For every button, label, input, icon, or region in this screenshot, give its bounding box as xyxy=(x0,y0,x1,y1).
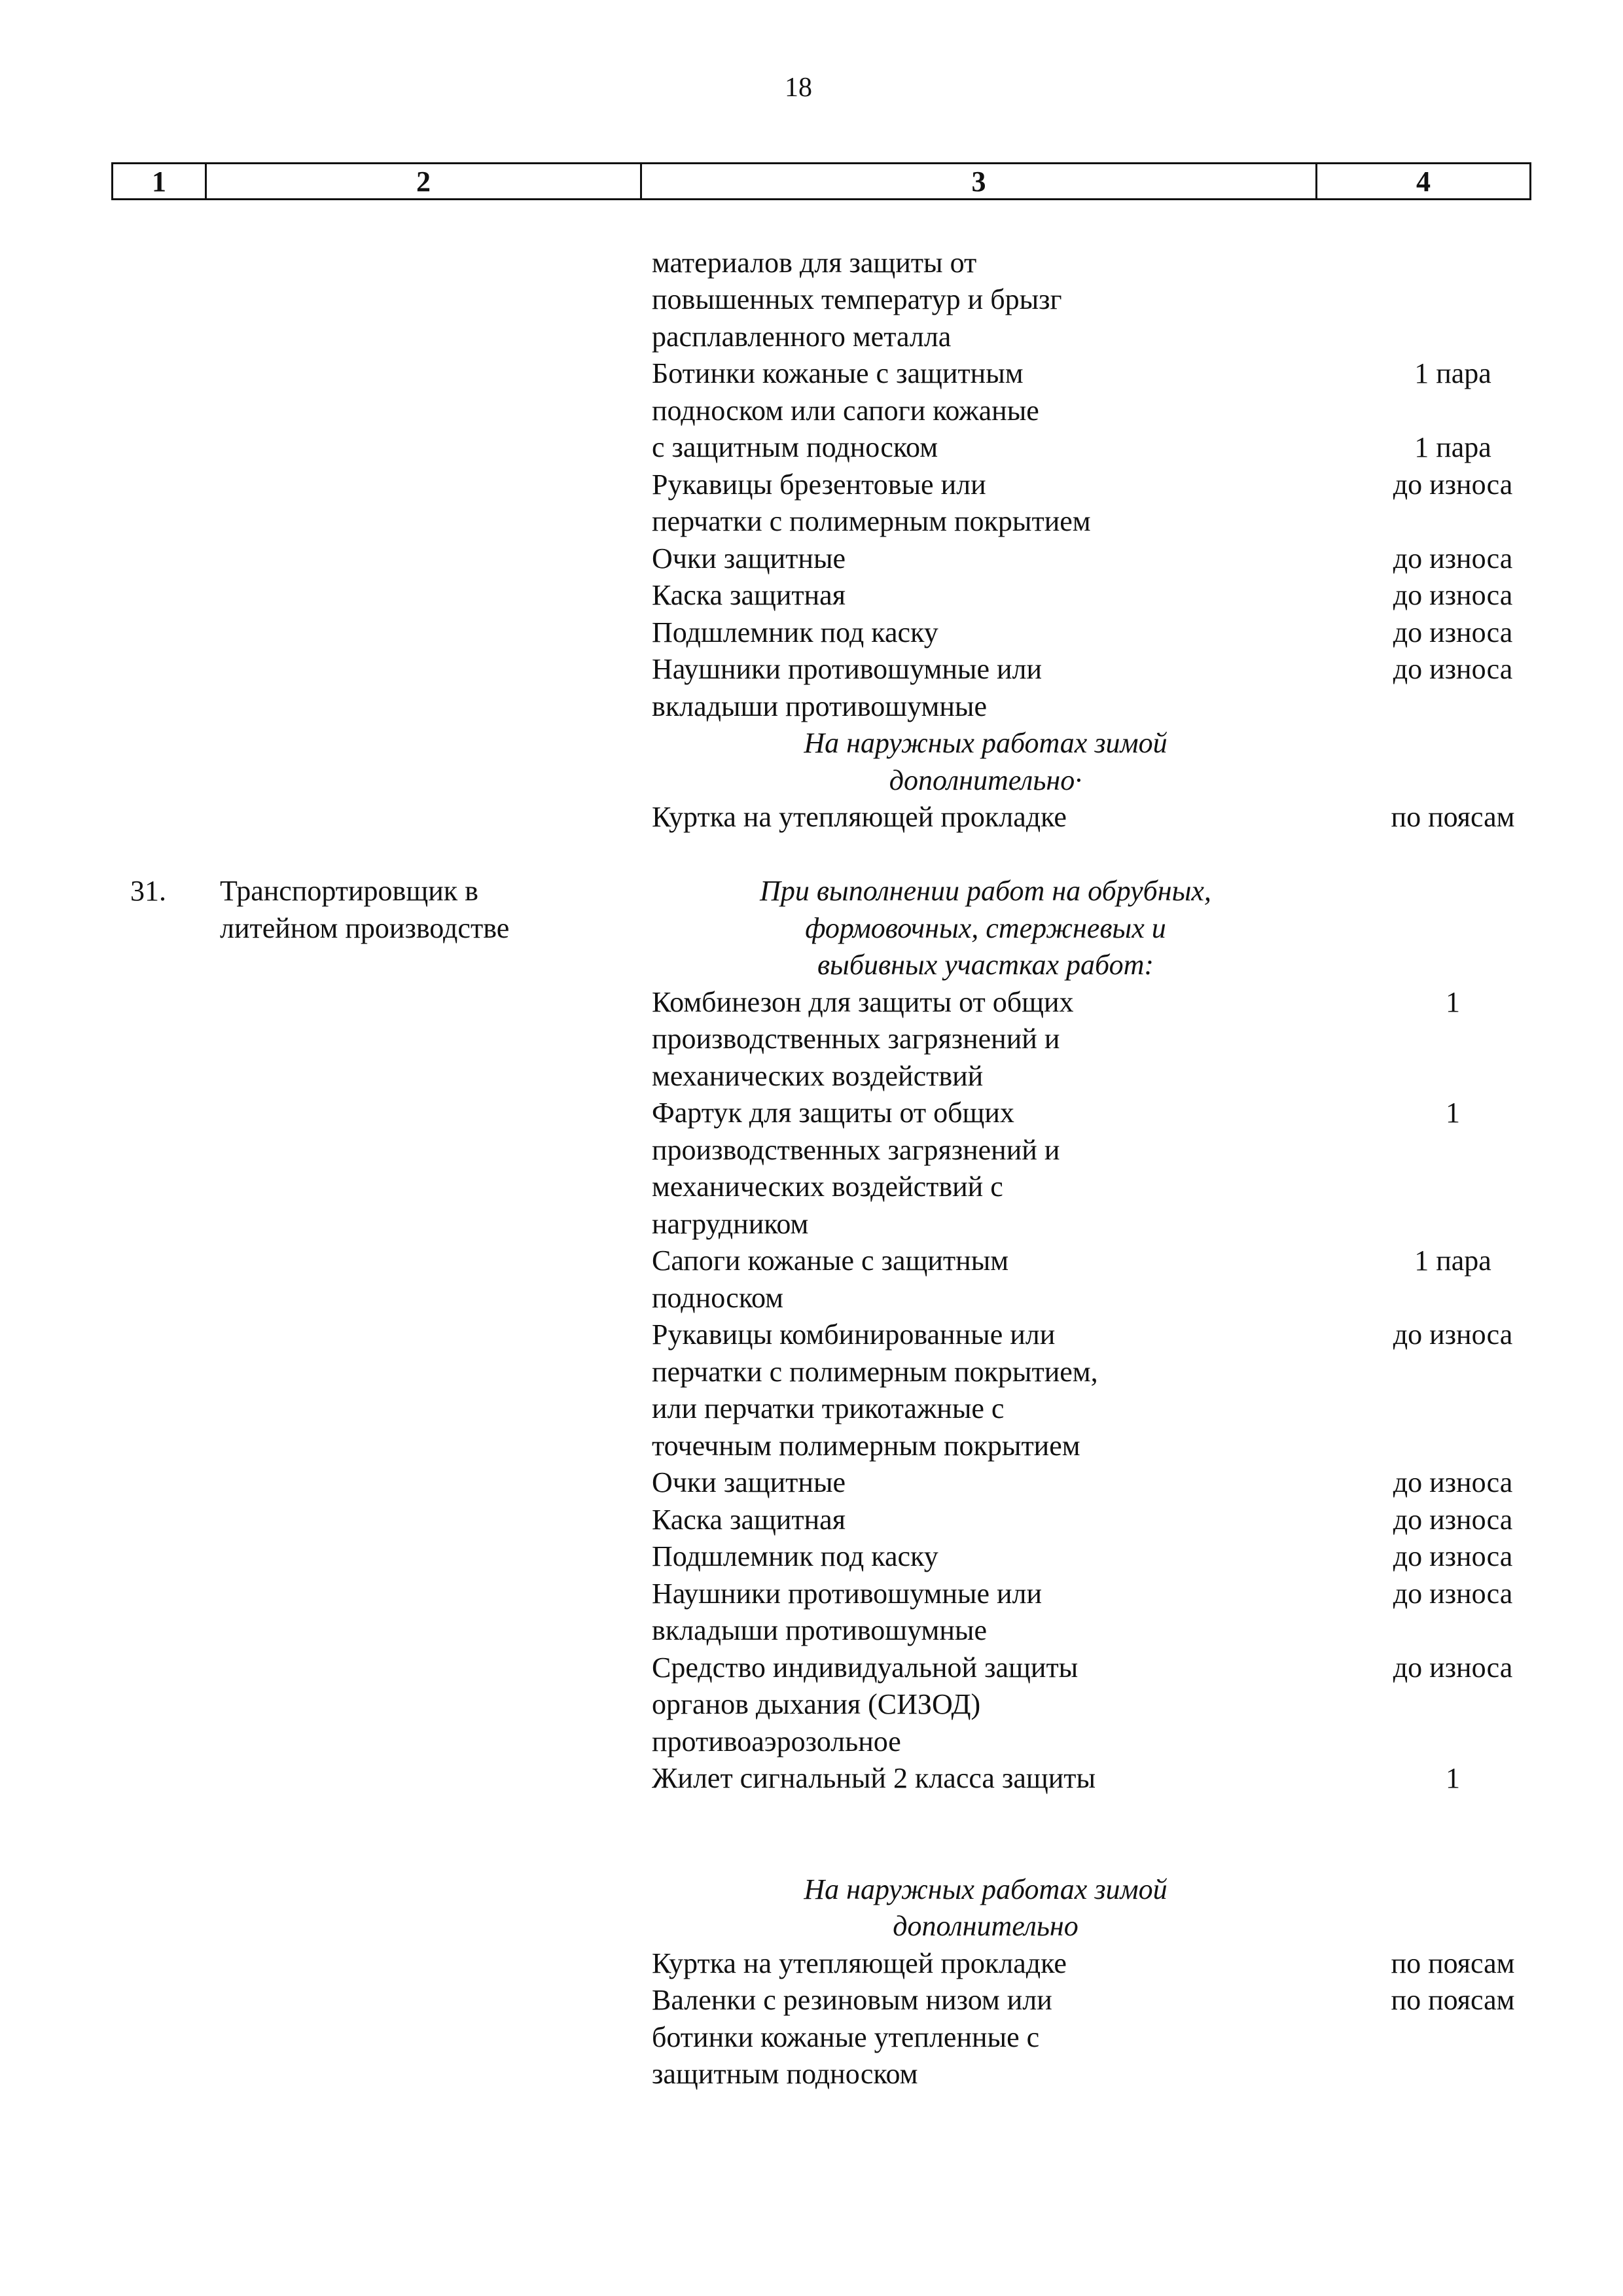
desc-line: Ботинки кожаные с защитным xyxy=(652,357,1024,389)
desc-line: противоаэрозольное xyxy=(652,1725,901,1757)
desc-line: Рукавицы брезентовые или xyxy=(652,468,986,501)
desc-line: органов дыхания (СИЗОД) xyxy=(652,1688,981,1720)
qty-cell: до износа xyxy=(1393,653,1513,685)
desc-line: Каска защитная xyxy=(652,579,846,611)
condition-heading: выбивных участках работ: xyxy=(817,949,1154,981)
desc-line: точечным полимерным покрытием xyxy=(652,1430,1080,1462)
desc-line: Куртка на утепляющей прокладке xyxy=(652,801,1067,833)
qty-cell: до износа xyxy=(1393,579,1513,611)
item-number: 31. xyxy=(130,875,166,907)
header-col-4: 4 xyxy=(1416,165,1431,198)
desc-line: Рукавицы комбинированные или xyxy=(652,1318,1056,1351)
winter-heading: дополнительно xyxy=(893,1910,1079,1942)
desc-line: Средство индивидуальной защиты xyxy=(652,1651,1079,1684)
condition-heading: При выполнении работ на обрубных, xyxy=(760,875,1211,907)
desc-line: Куртка на утепляющей прокладке xyxy=(652,1947,1067,1979)
desc-line: ботинки кожаные утепленные с xyxy=(652,2021,1040,2053)
qty-cell: до износа xyxy=(1393,1578,1513,1610)
qty-cell: до износа xyxy=(1393,1504,1513,1536)
qty-cell: до износа xyxy=(1393,1651,1513,1684)
header-col-1: 1 xyxy=(113,164,207,198)
qty-cell: до износа xyxy=(1393,1466,1513,1498)
qty-cell: до износа xyxy=(1393,468,1513,501)
desc-line: повышенных температур и брызг xyxy=(652,283,1062,315)
desc-line: или перчатки трикотажные с xyxy=(652,1392,1005,1424)
winter-heading: На наружных работах зимой xyxy=(804,727,1168,759)
desc-line: защитным подноском xyxy=(652,2058,918,2090)
desc-line: вкладыши противошумные xyxy=(652,690,988,722)
desc-line: перчатки с полимерным покрытием xyxy=(652,505,1091,537)
profession-line: Транспортировщик в xyxy=(220,875,478,907)
qty-cell: по поясам xyxy=(1391,801,1515,833)
desc-line: с защитным подноском xyxy=(652,431,938,463)
desc-line: производственных загрязнений и xyxy=(652,1134,1060,1166)
desc-line: Подшлемник под каску xyxy=(652,616,938,648)
desc-line: расплавленного металла xyxy=(652,321,952,353)
desc-line: Жилет сигнальный 2 класса защиты xyxy=(652,1762,1096,1794)
desc-line: вкладыши противошумные xyxy=(652,1614,988,1646)
desc-line: материалов для защиты от xyxy=(652,247,977,279)
desc-line: Каска защитная xyxy=(652,1504,846,1536)
qty-cell: до износа xyxy=(1393,542,1513,574)
desc-line: Комбинезон для защиты от общих xyxy=(652,986,1074,1018)
header-col-2: 2 xyxy=(207,164,642,198)
qty-cell: 1 xyxy=(1446,1762,1460,1794)
desc-line: механических воздействий с xyxy=(652,1171,1003,1203)
qty-cell: 1 пара xyxy=(1414,1245,1491,1277)
qty-cell: до износа xyxy=(1393,616,1513,648)
condition-heading: формовочных, стержневых и xyxy=(805,912,1166,944)
winter-heading: дополнительно· xyxy=(889,764,1082,796)
qty-cell: по поясам xyxy=(1391,1947,1515,1979)
qty-cell: 1 xyxy=(1446,1097,1460,1129)
desc-line: механических воздействий xyxy=(652,1060,984,1092)
profession-line: литейном производстве xyxy=(220,912,510,944)
desc-line: подноском xyxy=(652,1282,783,1314)
qty-cell: до износа xyxy=(1393,1540,1513,1572)
qty-cell: до износа xyxy=(1393,1318,1513,1351)
winter-heading: На наружных работах зимой xyxy=(804,1873,1168,1905)
desc-line: нагрудником xyxy=(652,1208,809,1240)
qty-cell: 1 xyxy=(1446,986,1460,1018)
desc-line: Наушники противошумные или xyxy=(652,1578,1043,1610)
desc-line: подноском или сапоги кожаные xyxy=(652,395,1039,427)
qty-cell: 1 пара xyxy=(1414,431,1491,463)
page-number: 18 xyxy=(785,73,812,103)
desc-line: Очки защитные xyxy=(652,542,846,574)
desc-line: Фартук для защиты от общих xyxy=(652,1097,1014,1129)
table-header-row xyxy=(111,162,1531,200)
qty-cell: 1 пара xyxy=(1414,357,1491,389)
desc-line: Валенки с резиновым низом или xyxy=(652,1984,1052,2016)
desc-line: производственных загрязнений и xyxy=(652,1023,1060,1055)
qty-cell: по поясам xyxy=(1391,1984,1515,2016)
desc-line: Сапоги кожаные с защитным xyxy=(652,1245,1009,1277)
desc-line: Подшлемник под каску xyxy=(652,1540,938,1572)
header-col-3: 3 xyxy=(642,164,1317,198)
desc-line: Наушники противошумные или xyxy=(652,653,1043,685)
desc-line: перчатки с полимерным покрытием, xyxy=(652,1356,1098,1388)
desc-line: Очки защитные xyxy=(652,1466,846,1498)
